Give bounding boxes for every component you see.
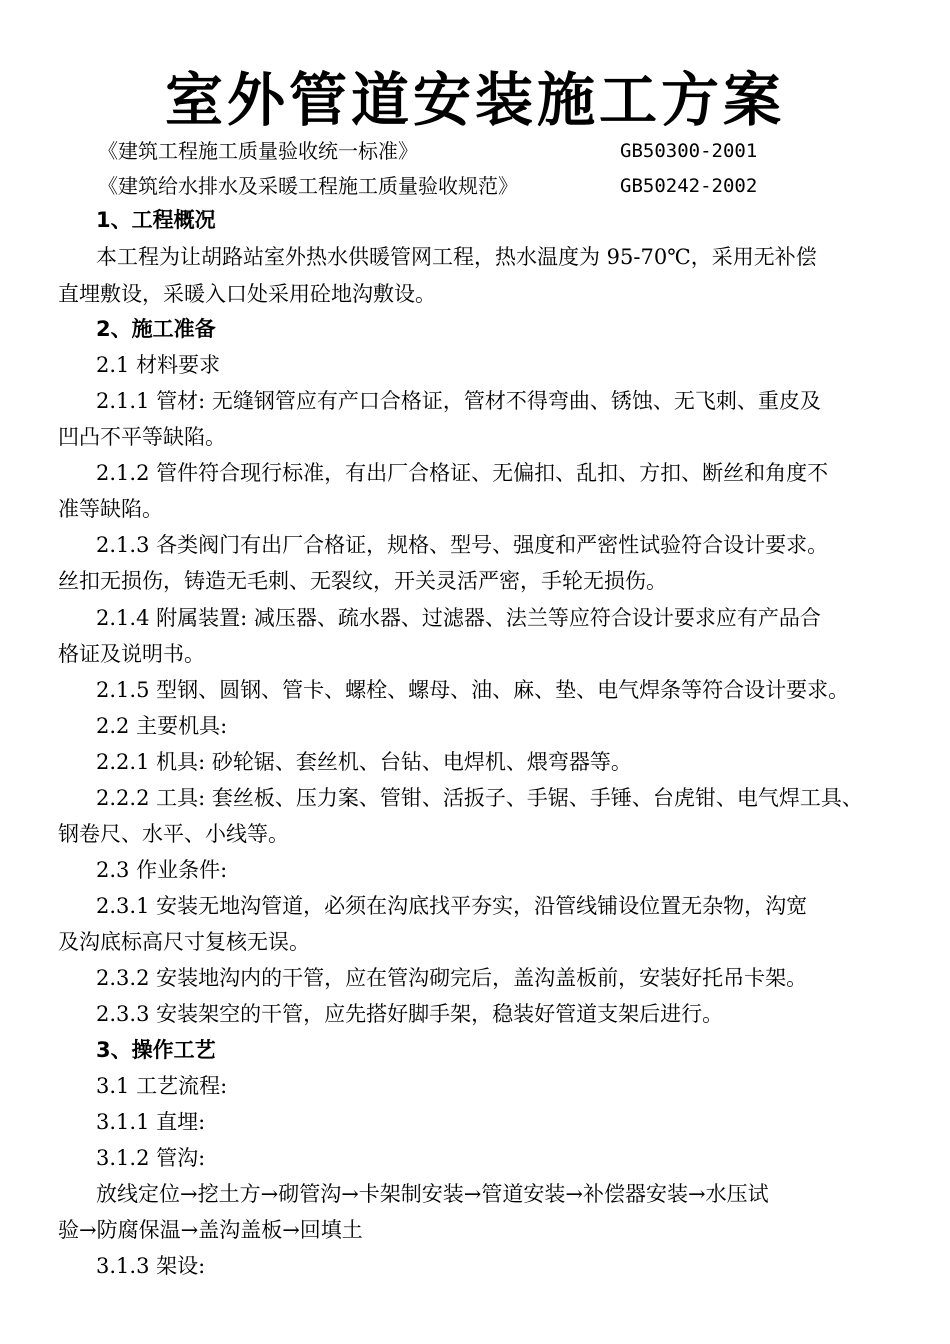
paragraph-line: 2.2.2 工具: 套丝板、压力案、管钳、活扳子、手锯、手锤、台虎钳、电气焊工具、 bbox=[96, 786, 863, 810]
reference-standard bbox=[98, 136, 758, 166]
reference-name: 《建筑工程施工质量验收统一标准》 bbox=[98, 139, 418, 163]
paragraph-line: 直埋敷设，采暖入口处采用砼地沟敷设。 bbox=[58, 282, 436, 306]
paragraph-line: 2.3.3 安装架空的干管，应先搭好脚手架，稳装好管道支架后进行。 bbox=[96, 1002, 724, 1026]
paragraph-line: 格证及说明书。 bbox=[58, 642, 205, 666]
paragraph-line: 2.1.5 型钢、圆钢、管卡、螺栓、螺母、油、麻、垫、电气焊条等符合设计要求。 bbox=[96, 678, 850, 702]
section-heading: 2、施工准备 bbox=[96, 317, 216, 341]
reference-name: 《建筑给水排水及采暖工程施工质量验收规范》 bbox=[98, 174, 518, 198]
paragraph-line: 3.1.3 架设: bbox=[96, 1254, 206, 1278]
paragraph-line: 及沟底标高尺寸复核无误。 bbox=[58, 930, 310, 954]
process-flow-line: 放线定位→挖土方→砌管沟→卡架制安装→管道安装→补偿器安装→水压试 bbox=[96, 1182, 769, 1206]
paragraph-line: 2.3.1 安装无地沟管道，必须在沟底找平夯实，沿管线铺设位置无杂物，沟宽 bbox=[96, 894, 808, 918]
subsection-heading: 3.1 工艺流程: bbox=[96, 1074, 228, 1098]
section-heading: 3、操作工艺 bbox=[96, 1038, 216, 1062]
subsection-heading: 2.3 作业条件: bbox=[96, 858, 228, 882]
reference-code: GB50300-2001 bbox=[620, 140, 758, 162]
paragraph-line: 2.1.3 各类阀门有出厂合格证，规格、型号、强度和严密性试验符合设计要求。 bbox=[96, 533, 829, 557]
paragraph-line: 2.1.4 附属装置: 减压器、疏水器、过滤器、法兰等应符合设计要求应有产品合 bbox=[96, 606, 821, 630]
process-flow-line: 验→防腐保温→盖沟盖板→回填土 bbox=[58, 1218, 363, 1242]
paragraph-line: 3.1.1 直埋: bbox=[96, 1110, 206, 1134]
paragraph-line: 钢卷尺、水平、小线等。 bbox=[58, 822, 289, 846]
document-title: 室外管道安装施工方案 bbox=[164, 66, 785, 134]
subsection-heading: 2.2 主要机具: bbox=[96, 714, 228, 738]
reference-standard bbox=[98, 171, 758, 201]
section-heading: 1、工程概况 bbox=[96, 208, 216, 232]
paragraph-line: 准等缺陷。 bbox=[58, 497, 163, 521]
paragraph-line: 3.1.2 管沟: bbox=[96, 1146, 206, 1170]
paragraph-line: 2.1.1 管材: 无缝钢管应有产口合格证，管材不得弯曲、锈蚀、无飞刺、重皮及 bbox=[96, 389, 821, 413]
paragraph-line: 凹凸不平等缺陷。 bbox=[58, 425, 226, 449]
paragraph-line: 丝扣无损伤，铸造无毛刺、无裂纹，开关灵活严密，手轮无损伤。 bbox=[58, 569, 667, 593]
reference-code: GB50242-2002 bbox=[620, 175, 758, 197]
paragraph-line: 2.3.2 安装地沟内的干管，应在管沟砌完后，盖沟盖板前，安装好托吊卡架。 bbox=[96, 966, 808, 990]
paragraph-line: 2.1.2 管件符合现行标准，有出厂合格证、无偏扣、乱扣、方扣、断丝和角度不 bbox=[96, 461, 829, 485]
paragraph-line: 本工程为让胡路站室外热水供暖管网工程，热水温度为 95-70℃，采用无补偿 bbox=[96, 245, 817, 269]
subsection-heading: 2.1 材料要求 bbox=[96, 353, 221, 377]
paragraph-line: 2.2.1 机具: 砂轮锯、套丝机、台钻、电焊机、煨弯器等。 bbox=[96, 750, 632, 774]
